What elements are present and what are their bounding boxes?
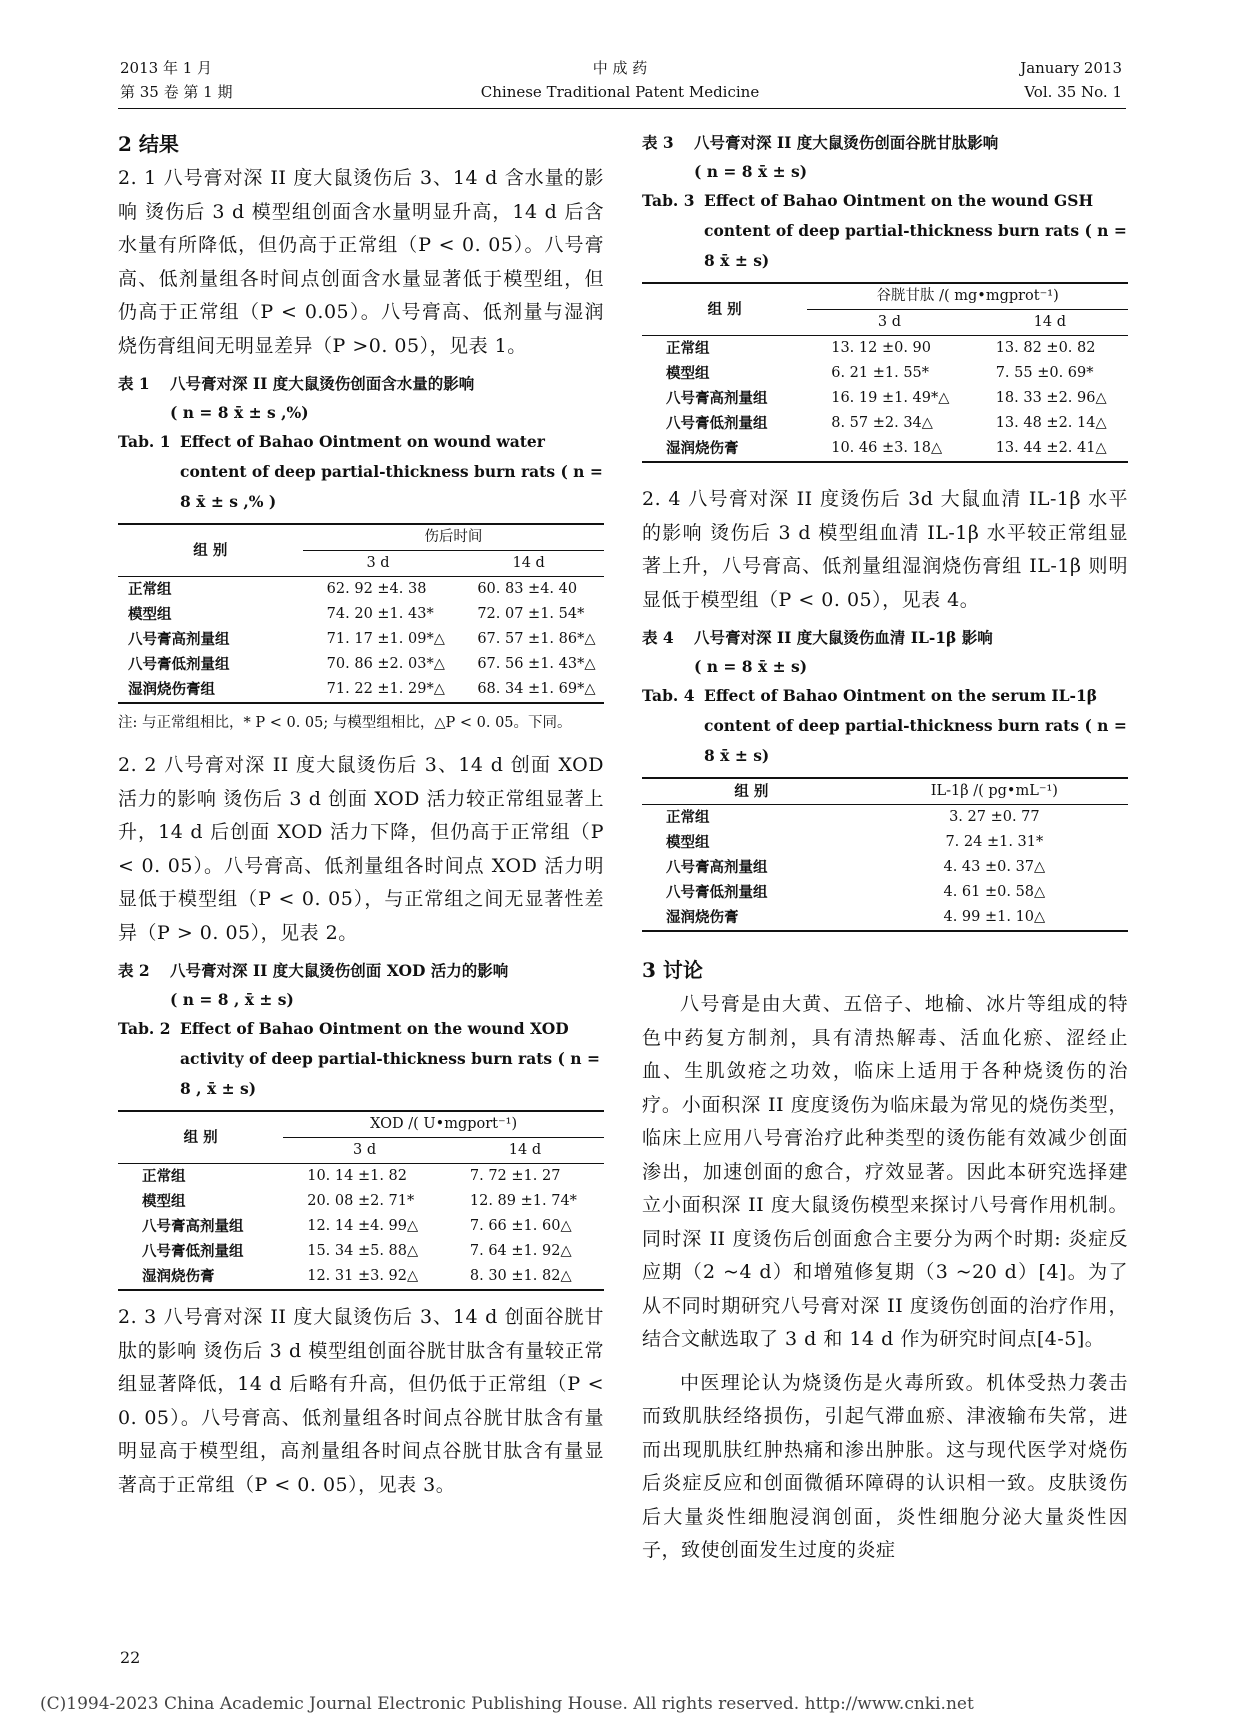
header-date: 2013 年 1 月 xyxy=(120,59,213,77)
header-rule xyxy=(118,108,1126,109)
table-3-subtitle: ( n = 8 x̄ ± s) xyxy=(694,162,808,181)
table-row: 湿润烧伤膏组 71. 22 ±1. 29*△ 68. 34 ±1. 69*△ xyxy=(118,677,604,703)
table-1-grid xyxy=(118,523,604,704)
paragraph-2-1: 2. 1 八号膏对深 II 度大鼠烫伤后 3、14 d 含水量的影响 烫伤后 3 d 模型组创面含水量明显升高，14 d 后含水量有所降低，但仍高于正常组（P < 0. 05）。八号膏高、低剂量组各时间点创面含水量显著低于模型组，但仍高于正常组（P < 0.05）。八号膏高、低剂量与湿润烧伤膏组间无明显差异（P >0. 05），见表 1。 xyxy=(118,167,604,357)
table-row: 湿润烧伤膏 10. 46 ±3. 18△ 13. 44 ±2. 41△ xyxy=(642,436,1128,462)
table-2 xyxy=(118,956,604,1291)
table-row: 模型组 7. 24 ±1. 31* xyxy=(666,834,1044,851)
table-row: 正常组 13. 12 ±0. 90 13. 82 ±0. 82 xyxy=(666,340,1096,357)
journal-title-en: Chinese Traditional Patent Medicine xyxy=(480,83,760,101)
header-date-en: January 2013 xyxy=(1020,59,1122,77)
table-row: 八号膏高剂量组 4. 43 ±0. 37△ xyxy=(666,859,1046,876)
section-2-title: 2 结果 xyxy=(118,132,179,156)
table-header-group: 组 别 xyxy=(642,778,861,805)
table-row: 正常组 10. 14 ±1. 82 7. 72 ±1. 27 xyxy=(142,1168,561,1185)
table-row: 模型组 74. 20 ±1. 43* 72. 07 ±1. 54* xyxy=(128,606,585,623)
table-4-caption: 表 4 八号膏对深 II 度大鼠烫伤血清 IL-1β 影响 ( n = 8 x̄ ± s) xyxy=(642,623,1128,681)
copyright-footer: (C)1994-2023 China Academic Journal Electronic Publishing House. All rights reserved. http://www.cnki.net xyxy=(40,1694,974,1714)
table-header-group: 组 别 xyxy=(118,1111,283,1164)
table-3 xyxy=(642,128,1128,463)
table-row: 湿润烧伤膏 12. 31 ±3. 92△ 8. 30 ±1. 82△ xyxy=(118,1264,604,1290)
table-header-14d: 14 d xyxy=(972,310,1128,336)
table-row: 八号膏低剂量组 70. 86 ±2. 03*△ 67. 56 ±1. 43*△ xyxy=(128,656,596,673)
table-row: 湿润烧伤膏 4. 99 ±1. 10△ xyxy=(642,905,1128,931)
paragraph-3-2: 中医理论认为烧烫伤是火毒所致。机体受热力袭击而致肌肤经络损伤，引起气滞血瘀、津液输布失常，进而出现肌肤红肿热痛和渗出肿胀。这与现代医学对烧伤后炎症反应和创面微循环障碍的认识相一致。皮肤烫伤后大量炎性细胞浸润创面，炎性细胞分泌大量炎性因子，致使创面发生过度的炎症 xyxy=(642,1371,1128,1561)
table-4-grid xyxy=(642,777,1128,932)
paragraph-3-1: 八号膏是由大黄、五倍子、地榆、冰片等组成的特色中药复方制剂，具有清热解毒、活血化瘀、涩经止血、生肌敛疮之功效，临床上适用于各种烧烫伤的治疗。小面积深 II 度度烫伤为临床最为常见的烧伤类型，临床上应用八号膏治疗此种类型的烫伤能有效减少创面渗出，加速创面的愈合，疗效显著。因此本研究选择建立小面积深 II 度大鼠烫伤模型来探讨八号膏作用机制。同时深 II 度烫伤后创面愈合主要分为两个时期: 炎症反应期（2 ~4 d）和增殖修复期（3 ~20 d）[4]。为了从不同时期研究八号膏对深 II 度烫伤创面的治疗作用，结合文献选取了 3 d 和 14 d 作为研究时间点[4-5]。 xyxy=(642,993,1128,1350)
table-row: 八号膏高剂量组 71. 17 ±1. 09*△ 67. 57 ±1. 86*△ xyxy=(128,631,596,648)
paragraph-2-3: 2. 3 八号膏对深 II 度大鼠烫伤后 3、14 d 创面谷胱甘肽的影响 烫伤后 3 d 模型组创面谷胱甘肽含有量较正常组显著降低，14 d 后略有升高，但仍低于正常组（P < 0. 05）。八号膏高、低剂量组各时间点谷胱甘肽含有量明显高于模型组，高剂量组各时间点谷胱甘肽含有量显著高于正常组（P < 0. 05），见表 3。 xyxy=(118,1306,604,1496)
table-row: 正常组 3. 27 ±0. 77 xyxy=(666,809,1040,826)
table-1-subtitle: ( n = 8 x̄ ± s ,%) xyxy=(170,403,309,422)
journal-title-cn: 中 成 药 xyxy=(592,59,648,77)
table-4-subtitle: ( n = 8 x̄ ± s) xyxy=(694,657,808,676)
table-header-span: 伤后时间 xyxy=(303,524,604,551)
table-header-3d: 3 d xyxy=(303,551,454,577)
header-center xyxy=(420,56,820,104)
section-3-title: 3 讨论 xyxy=(642,958,703,982)
table-2-grid xyxy=(118,1110,604,1291)
table-header-span: 谷胱甘肽 /( mg•mgprot⁻¹) xyxy=(807,283,1128,310)
table-1-note: 注: 与正常组相比，* P < 0. 05; 与模型组相比，△P < 0. 05。下同。 xyxy=(118,715,572,731)
table-header-group: 组 别 xyxy=(642,283,807,336)
table-header-14d: 14 d xyxy=(446,1138,604,1164)
header-left xyxy=(120,56,232,104)
paragraph-2-4: 2. 4 八号膏对深 II 度烫伤后 3d 大鼠血清 IL-1β 水平的影响 烫伤后 3 d 模型组血清 IL-1β 水平较正常组显著上升，八号膏高、低剂量组湿润烧伤膏组 IL-1β 则明显低于模型组（P < 0. 05），见表 4。 xyxy=(642,488,1128,611)
table-header-il1b: IL-1β /( pg•mL⁻¹) xyxy=(861,778,1128,805)
table-header-14d: 14 d xyxy=(453,551,604,577)
table-row: 八号膏低剂量组 4. 61 ±0. 58△ xyxy=(666,884,1046,901)
left-column xyxy=(118,128,604,1502)
header-volume-en: Vol. 35 No. 1 xyxy=(1024,83,1122,101)
table-header-3d: 3 d xyxy=(807,310,971,336)
table-row: 八号膏低剂量组 8. 57 ±2. 34△ 13. 48 ±2. 14△ xyxy=(666,415,1107,432)
table-4 xyxy=(642,623,1128,932)
table-header-span: XOD /( U•mgport⁻¹) xyxy=(283,1111,604,1138)
right-column xyxy=(642,128,1128,1568)
table-1-caption: 表 1 八号膏对深 II 度大鼠烫伤创面含水量的影响 ( n = 8 x̄ ± s ,%) xyxy=(118,369,604,427)
header-right xyxy=(1020,56,1122,104)
table-row: 模型组 6. 21 ±1. 55* 7. 55 ±0. 69* xyxy=(666,365,1094,382)
table-row: 八号膏高剂量组 16. 19 ±1. 49*△ 18. 33 ±2. 96△ xyxy=(666,390,1107,407)
table-2-caption-en: Tab. 2 Effect of Bahao Ointment on the wound XOD activity of deep partial-thickness burn rats ( n = 8 , x̄ ± s) xyxy=(118,1019,600,1098)
table-1 xyxy=(118,369,604,737)
paragraph-2-2: 2. 2 八号膏对深 II 度大鼠烫伤后 3、14 d 创面 XOD 活力的影响 烫伤后 3 d 创面 XOD 活力较正常组显著上升，14 d 后创面 XOD 活力下降，但仍高于正常组（P < 0. 05）。八号膏高、低剂量组各时间点 XOD 活力明显低于模型组（P < 0. 05），与正常组之间无显著性差异（P > 0. 05），见表 2。 xyxy=(118,754,604,944)
table-header-3d: 3 d xyxy=(283,1138,446,1164)
table-header-group: 组 别 xyxy=(118,524,303,577)
table-3-caption-en: Tab. 3 Effect of Bahao Ointment on the wound GSH content of deep partial-thickness burn rats ( n = 8 x̄ ± s) xyxy=(642,191,1127,270)
page-number: 22 xyxy=(120,1648,141,1667)
table-row: 正常组 62. 92 ±4. 38 60. 83 ±4. 40 xyxy=(128,581,578,598)
table-row: 八号膏低剂量组 15. 34 ±5. 88△ 7. 64 ±1. 92△ xyxy=(142,1243,572,1260)
table-1-caption-en: Tab. 1 Effect of Bahao Ointment on wound water content of deep partial-thickness burn rats ( n = 8 x̄ ± s ,% ) xyxy=(118,432,603,511)
header-volume: 第 35 卷 第 1 期 xyxy=(120,83,233,101)
table-2-caption: 表 2 八号膏对深 II 度大鼠烫伤创面 XOD 活力的影响 ( n = 8 , x̄ ± s) xyxy=(118,956,604,1014)
table-row: 八号膏高剂量组 12. 14 ±4. 99△ 7. 66 ±1. 60△ xyxy=(142,1218,572,1235)
table-3-grid xyxy=(642,282,1128,463)
table-3-caption: 表 3 八号膏对深 II 度大鼠烫伤创面谷胱甘肽影响 ( n = 8 x̄ ± s) xyxy=(642,128,1128,186)
table-4-caption-en: Tab. 4 Effect of Bahao Ointment on the serum IL-1β content of deep partial-thickness burn rats ( n = 8 x̄ ± s) xyxy=(642,686,1127,765)
table-2-subtitle: ( n = 8 , x̄ ± s) xyxy=(170,990,294,1009)
table-row: 模型组 20. 08 ±2. 71* 12. 89 ±1. 74* xyxy=(142,1193,577,1210)
